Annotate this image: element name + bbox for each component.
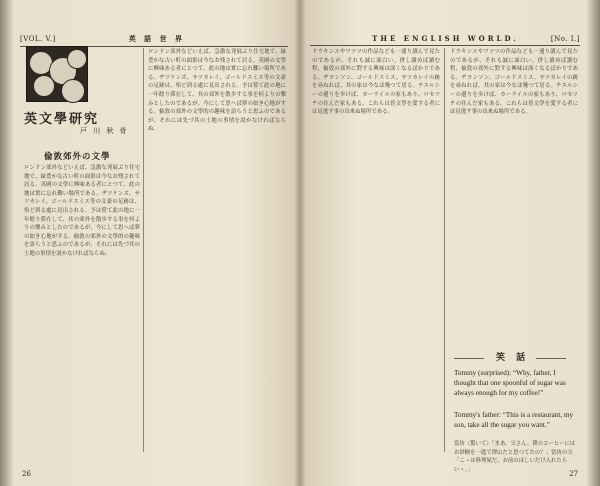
right-column-2: ドウキンスやワツツの作品なども一通り讀んで見たのであるが、それも誠に面白い。併し讀めば讀む程、倫敦の郊外に對する興味は深くなるばかりである。ヂヨンソン、ゴールドスミス、サツカレイの跡を尋ねれば、其の家は今なほ殘つて居る。チエルシーの邊りを歩けば、カーライルの家もあり、ロセツチの住んだ家もある。これらは皆文學を愛する者には見逃す事の出來ぬ場所である。 xyxy=(450,49,578,116)
joke-english-1: Tommy (surprised): “Why, father, I thought that one spoonful of sugar was always enough for my coffee!” xyxy=(454,369,566,397)
column-divider xyxy=(143,48,144,452)
left-column-1: ロンドン郊外などいえば、急激な発展ぶり住宅地で、緑豊かな古い町の面影は今なお残されて居る。英國の文學に興味ある者にとつて、此の地は實に忘れ難い場所である。ヂツケンズ、サツカレイ、ゴールドスミス等の文豪の足跡は、殆ど到る處に見出される。予は嘗て此の地に一年餘り滞在して、其の郊外を散歩する事を何よりの樂みとしたのであるが、今にして思へば夢の如き心地がする。倫敦の郊外の文學的の趣味を語らうと思ふのであるが、それには先づ其の土地の事情を説かなければならぬ。 xyxy=(24,165,140,257)
article-author: 戸 川 秋 骨 xyxy=(80,127,129,135)
magazine-title-en: THE ENGLISH WORLD. xyxy=(372,34,519,43)
magazine-title-jp: 英 語 世 界 xyxy=(128,34,186,43)
section-rule-right xyxy=(536,358,566,359)
article-title: 英文學研究 xyxy=(24,112,100,127)
issue-number: [No. I.] xyxy=(550,34,580,43)
page-number-left: 26 xyxy=(22,470,31,478)
volume-label: [VOL. V.] xyxy=(20,35,56,43)
left-column-2: ロンドン郊外などいえば、急激な発展ぶり住宅地で、緑豊かな古い町の面影は今なお残されて居る。英國の文學に興味ある者にとつて、此の地は實に忘れ難い場所である。ヂツケンズ、サツカレイ、ゴールドスミス等の文豪の足跡は、殆ど到る處に見出される。予は嘗て此の地に一年餘り滞在して、其の郊外を散歩する事を何よりの樂みとしたのであるが、今にして思へば夢の如き心地がする。倫敦の郊外の文學的の趣味を語らうと思ふのであるが、それには先づ其の土地の事情を説かなければならぬ。 xyxy=(148,49,286,133)
section-title: 笑 話 xyxy=(496,353,530,363)
joke-english-2: Tommy's father: “This is a restaurant, my son, take all the sugar you want.” xyxy=(454,411,574,429)
rose-ornament xyxy=(26,46,88,102)
article-subtitle: 倫敦郊外の文學 xyxy=(44,152,111,162)
right-page xyxy=(304,0,586,486)
left-page xyxy=(14,0,294,486)
column-divider xyxy=(444,48,445,452)
right-column-1: ドウキンスやワツツの作品なども一通り讀んで見たのであるが、それも誠に面白い。併し讀めば讀む程、倫敦の郊外に對する興味は深くなるばかりである。ヂヨンソン、ゴールドスミス、サツカレイの跡を尋ねれば、其の家は今なほ殘つて居る。チエルシーの邊りを歩けば、カーライルの家もあり、ロセツチの住んだ家もある。これらは皆文學を愛する者には見逃す事の出來ぬ場所である。 xyxy=(312,49,440,116)
right-page-header xyxy=(310,34,580,46)
section-rule-left xyxy=(454,358,484,359)
page-number-right: 27 xyxy=(569,470,578,478)
joke-japanese: 當坊（驚いて）「まあ、父さん、僕のコーヒーにはお砂糖を一匙で澤山だと思つてたの？」當坊の父「こゝは料理屋だ、お前のほしいだけ入れたらいゝ。」 xyxy=(454,441,576,473)
